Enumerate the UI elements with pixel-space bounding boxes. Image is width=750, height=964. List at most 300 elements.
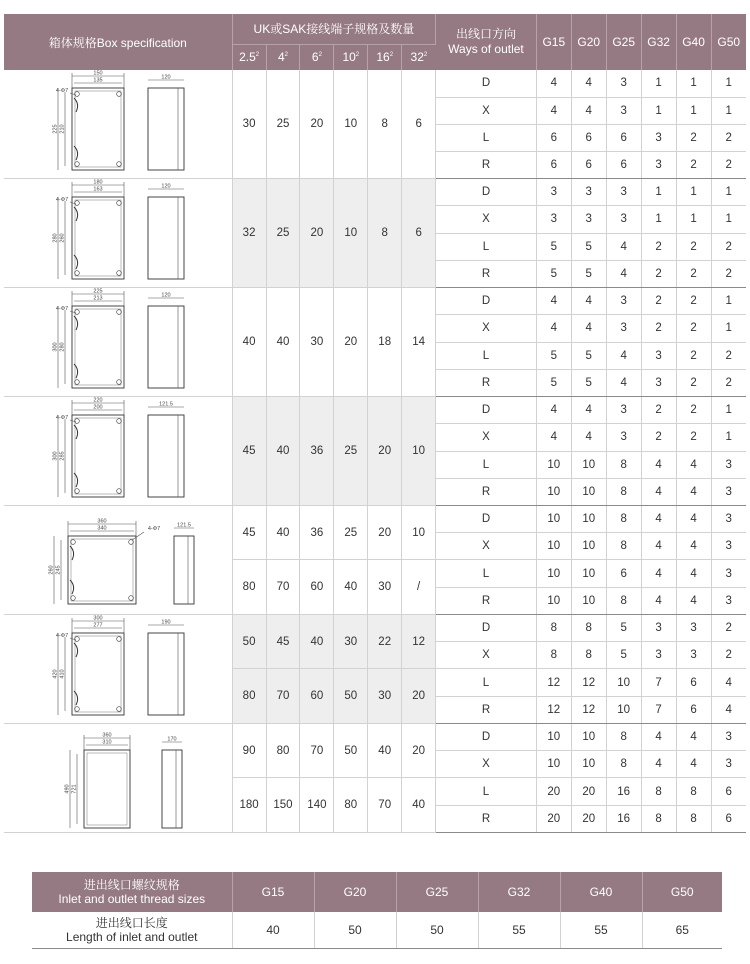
gland-count-cell: 1 bbox=[711, 424, 746, 451]
gland-count-cell: 3 bbox=[641, 124, 676, 151]
gland-count-cell: 3 bbox=[711, 751, 746, 778]
terminal-count-cell: 70 bbox=[266, 560, 300, 615]
gland-count-cell: 2 bbox=[711, 124, 746, 151]
terminal-count-cell: 80 bbox=[266, 724, 300, 778]
dimension-label: 4-Φ7 bbox=[55, 197, 69, 203]
dimension-label: 4-Φ7 bbox=[55, 88, 69, 94]
terminal-count-cell: 40 bbox=[334, 560, 368, 615]
outlet-direction-cell: R bbox=[436, 260, 537, 287]
gland-count-cell: 4 bbox=[536, 424, 571, 451]
gland-count-cell: 6 bbox=[606, 124, 641, 151]
terminal-count-cell: 80 bbox=[232, 560, 266, 615]
terminal-count-cell: 36 bbox=[300, 506, 334, 560]
gland-count-cell: 4 bbox=[676, 724, 711, 751]
gland-count-cell: 8 bbox=[571, 642, 606, 669]
terminal-count-cell: 6 bbox=[402, 70, 436, 179]
gland-count-cell: 3 bbox=[606, 424, 641, 451]
gland-count-cell: 5 bbox=[536, 233, 571, 260]
outlet-direction-cell: L bbox=[436, 669, 537, 697]
gland-count-cell: 4 bbox=[571, 315, 606, 342]
gland-count-cell: 4 bbox=[641, 751, 676, 778]
gland-count-cell: 2 bbox=[711, 615, 746, 642]
gland-count-cell: 6 bbox=[571, 124, 606, 151]
header-terminal-size bbox=[402, 44, 436, 70]
gland-count-cell: 2 bbox=[676, 124, 711, 151]
dimension-label: 225 bbox=[93, 288, 103, 295]
header-terminal-size bbox=[334, 44, 368, 70]
terminal-count-cell: 60 bbox=[300, 560, 334, 615]
gland-count-cell: 10 bbox=[536, 506, 571, 533]
dimension-label: 4-Φ7 bbox=[55, 415, 69, 421]
terminal-count-cell: 70 bbox=[368, 778, 402, 833]
gland-count-cell: 4 bbox=[641, 560, 676, 588]
dimension-label: 285 bbox=[59, 451, 66, 461]
outlet-direction-cell: X bbox=[436, 424, 537, 451]
box-front-view bbox=[72, 415, 124, 497]
gland-count-cell: 8 bbox=[606, 506, 641, 533]
gland-count-cell: 2 bbox=[711, 260, 746, 287]
gland-count-cell: 1 bbox=[711, 97, 746, 124]
gland-count-cell: 1 bbox=[676, 206, 711, 233]
outlet-direction-cell: R bbox=[436, 806, 537, 833]
terminal-count-cell: 22 bbox=[368, 615, 402, 669]
gland-count-cell: 1 bbox=[676, 97, 711, 124]
dimension-label: 150 bbox=[93, 70, 103, 77]
gland-count-cell: 4 bbox=[536, 288, 571, 315]
gland-count-cell: 4 bbox=[641, 451, 676, 478]
outlet-direction-cell: R bbox=[436, 151, 537, 178]
terminal-size-unit: 2 bbox=[284, 52, 288, 59]
gland-count-cell: 8 bbox=[641, 778, 676, 806]
thread-size-label bbox=[32, 872, 232, 912]
outlet-direction-cell: X bbox=[436, 642, 537, 669]
terminal-count-cell: 6 bbox=[402, 179, 436, 288]
header-gland-g32: G32 bbox=[641, 14, 676, 70]
dimension-label: 170 bbox=[167, 736, 177, 743]
terminal-count-cell: 40 bbox=[266, 506, 300, 560]
dimension-label: 340 bbox=[97, 525, 107, 532]
gland-count-cell: 8 bbox=[571, 615, 606, 642]
gland-count-cell: 3 bbox=[711, 533, 746, 560]
terminal-size-unit: 2 bbox=[389, 52, 394, 59]
dimension-label: 490 bbox=[64, 784, 71, 794]
gland-count-cell: 8 bbox=[536, 642, 571, 669]
gland-count-cell: 4 bbox=[571, 288, 606, 315]
gland-count-cell: 10 bbox=[536, 533, 571, 560]
box-drawing bbox=[4, 288, 226, 396]
gland-count-cell: 2 bbox=[711, 233, 746, 260]
outlet-direction-cell: L bbox=[436, 451, 537, 478]
terminal-count-cell: 50 bbox=[232, 615, 266, 669]
gland-count-cell: 4 bbox=[676, 588, 711, 615]
gland-count-cell: 4 bbox=[606, 369, 641, 396]
gland-count-cell: 2 bbox=[676, 342, 711, 369]
gland-count-cell: 6 bbox=[676, 697, 711, 724]
gland-count-cell: 20 bbox=[536, 778, 571, 806]
header-gland-g15: G15 bbox=[536, 14, 571, 70]
gland-count-cell: 3 bbox=[606, 70, 641, 97]
dimension-label: 410 bbox=[59, 669, 66, 679]
dimension-label: 120 bbox=[161, 292, 171, 299]
thread-size-label-cn: 进出线口螺纹规格 bbox=[83, 878, 180, 892]
header-outlet-direction-en: Ways of outlet bbox=[448, 42, 524, 56]
gland-count-cell: 8 bbox=[676, 806, 711, 833]
dimension-label: 280 bbox=[59, 342, 66, 352]
outlet-direction-cell: R bbox=[436, 369, 537, 396]
gland-count-cell: 3 bbox=[571, 206, 606, 233]
gland-count-cell: 2 bbox=[676, 315, 711, 342]
box-drawing-cell bbox=[4, 288, 232, 397]
outlet-direction-cell: L bbox=[436, 778, 537, 806]
outlet-direction-cell: D bbox=[436, 288, 537, 315]
gland-count-cell: 5 bbox=[536, 342, 571, 369]
gland-count-cell: 1 bbox=[711, 179, 746, 206]
table-row bbox=[4, 179, 746, 206]
gland-count-cell: 10 bbox=[536, 724, 571, 751]
terminal-count-cell: / bbox=[402, 560, 436, 615]
thread-size-header: G15 bbox=[232, 872, 314, 912]
terminal-count-cell: 40 bbox=[232, 288, 266, 397]
terminal-count-cell: 10 bbox=[334, 179, 368, 288]
dimension-label: 120 bbox=[161, 74, 171, 81]
terminal-count-cell: 10 bbox=[402, 397, 436, 506]
thread-size-header: G32 bbox=[478, 872, 560, 912]
terminal-count-cell: 20 bbox=[368, 506, 402, 560]
terminal-count-cell: 25 bbox=[266, 70, 300, 179]
outlet-direction-cell: D bbox=[436, 615, 537, 642]
header-terminal-size bbox=[266, 44, 300, 70]
gland-count-cell: 5 bbox=[571, 233, 606, 260]
gland-count-cell: 20 bbox=[536, 806, 571, 833]
gland-count-cell: 4 bbox=[676, 506, 711, 533]
gland-count-cell: 8 bbox=[606, 751, 641, 778]
box-drawing bbox=[4, 724, 226, 832]
terminal-count-cell: 45 bbox=[232, 397, 266, 506]
gland-count-cell: 1 bbox=[711, 288, 746, 315]
gland-count-cell: 12 bbox=[536, 697, 571, 724]
box-drawing-cell bbox=[4, 70, 232, 179]
gland-count-cell: 5 bbox=[536, 369, 571, 396]
gland-count-cell: 4 bbox=[571, 397, 606, 424]
gland-count-cell: 6 bbox=[571, 151, 606, 178]
outlet-direction-cell: D bbox=[436, 506, 537, 533]
box-side-view bbox=[162, 750, 182, 828]
gland-count-cell: 3 bbox=[641, 642, 676, 669]
outlet-direction-cell: L bbox=[436, 342, 537, 369]
terminal-count-cell: 12 bbox=[402, 615, 436, 669]
thread-length-cell: 40 bbox=[232, 912, 314, 948]
gland-count-cell: 4 bbox=[536, 315, 571, 342]
box-front-view bbox=[72, 633, 124, 715]
terminal-count-cell: 10 bbox=[334, 70, 368, 179]
header-gland-g25: G25 bbox=[606, 14, 641, 70]
dimension-label: 300 bbox=[52, 451, 59, 461]
dimension-label: 213 bbox=[93, 295, 103, 302]
gland-count-cell: 10 bbox=[571, 751, 606, 778]
gland-count-cell: 10 bbox=[536, 478, 571, 505]
gland-count-cell: 12 bbox=[536, 669, 571, 697]
terminal-count-cell: 30 bbox=[368, 560, 402, 615]
thread-size-header: G50 bbox=[642, 872, 722, 912]
dimension-label: 121.5 bbox=[177, 522, 191, 529]
header-terminal-size bbox=[232, 44, 266, 70]
terminal-count-cell: 36 bbox=[300, 397, 334, 506]
gland-count-cell: 7 bbox=[641, 697, 676, 724]
gland-count-cell: 5 bbox=[536, 260, 571, 287]
dimension-label: 310 bbox=[102, 739, 112, 746]
gland-count-cell: 1 bbox=[711, 397, 746, 424]
outlet-direction-cell: L bbox=[436, 560, 537, 588]
dimension-label: 277 bbox=[93, 622, 103, 629]
header-outlet-direction bbox=[436, 14, 537, 70]
gland-count-cell: 6 bbox=[676, 669, 711, 697]
header-terminal-size bbox=[368, 44, 402, 70]
gland-count-cell: 4 bbox=[571, 97, 606, 124]
gland-count-cell: 3 bbox=[711, 588, 746, 615]
thread-length-label-cn: 进出线口长度 bbox=[95, 915, 168, 930]
gland-count-cell: 16 bbox=[606, 778, 641, 806]
terminal-count-cell: 20 bbox=[368, 397, 402, 506]
terminal-size-value: 32 bbox=[410, 50, 424, 65]
gland-count-cell: 10 bbox=[606, 669, 641, 697]
box-side-view bbox=[148, 197, 184, 279]
outlet-direction-cell: X bbox=[436, 533, 537, 560]
gland-count-cell: 4 bbox=[536, 97, 571, 124]
gland-count-cell: 1 bbox=[641, 179, 676, 206]
gland-count-cell: 2 bbox=[676, 233, 711, 260]
box-drawing-cell bbox=[4, 179, 232, 288]
gland-count-cell: 12 bbox=[571, 669, 606, 697]
gland-count-cell: 3 bbox=[711, 724, 746, 751]
outlet-direction-cell: L bbox=[436, 233, 537, 260]
terminal-count-cell: 70 bbox=[300, 724, 334, 778]
dimension-label: 225 bbox=[52, 124, 59, 134]
terminal-count-cell: 45 bbox=[266, 615, 300, 669]
terminal-count-cell: 70 bbox=[266, 669, 300, 724]
table-row bbox=[4, 70, 746, 97]
gland-count-cell: 4 bbox=[676, 751, 711, 778]
gland-count-cell: 4 bbox=[676, 533, 711, 560]
terminal-count-cell: 150 bbox=[266, 778, 300, 833]
gland-count-cell: 2 bbox=[711, 642, 746, 669]
gland-count-cell: 4 bbox=[676, 451, 711, 478]
box-drawing-cell bbox=[4, 397, 232, 506]
gland-count-cell: 3 bbox=[641, 615, 676, 642]
terminal-count-cell: 40 bbox=[368, 724, 402, 778]
gland-count-cell: 3 bbox=[641, 151, 676, 178]
gland-count-cell: 3 bbox=[676, 642, 711, 669]
gland-count-cell: 2 bbox=[676, 424, 711, 451]
terminal-count-cell: 30 bbox=[368, 669, 402, 724]
terminal-count-cell: 140 bbox=[300, 778, 334, 833]
dimension-label: 4-Φ7 bbox=[55, 633, 69, 639]
outlet-direction-cell: D bbox=[436, 70, 537, 97]
terminal-size-unit: 2 bbox=[355, 52, 360, 59]
gland-count-cell: 5 bbox=[571, 260, 606, 287]
box-front-view bbox=[72, 88, 124, 170]
gland-count-cell: 5 bbox=[571, 369, 606, 396]
dimension-label: 4-Φ7 bbox=[55, 306, 69, 312]
dimension-label: 200 bbox=[93, 404, 103, 411]
thread-size-header: G20 bbox=[314, 872, 396, 912]
gland-count-cell: 2 bbox=[676, 151, 711, 178]
terminal-count-cell: 10 bbox=[402, 506, 436, 560]
box-side-view bbox=[148, 88, 184, 170]
thread-size-header: G25 bbox=[396, 872, 478, 912]
gland-count-cell: 10 bbox=[571, 588, 606, 615]
gland-count-cell: 4 bbox=[606, 233, 641, 260]
gland-count-cell: 16 bbox=[606, 806, 641, 833]
terminal-count-cell: 40 bbox=[266, 288, 300, 397]
gland-count-cell: 8 bbox=[536, 615, 571, 642]
header-box-spec: 箱体规格Box specification bbox=[4, 14, 232, 70]
gland-count-cell: 2 bbox=[641, 397, 676, 424]
gland-count-cell: 6 bbox=[711, 806, 746, 833]
table-row bbox=[4, 397, 746, 424]
gland-count-cell: 10 bbox=[571, 724, 606, 751]
terminal-size-unit: 2 bbox=[423, 52, 428, 59]
gland-count-cell: 2 bbox=[711, 151, 746, 178]
terminal-size-value: 16 bbox=[376, 50, 390, 65]
terminal-count-cell: 30 bbox=[334, 615, 368, 669]
gland-count-cell: 1 bbox=[641, 206, 676, 233]
outlet-direction-cell: L bbox=[436, 124, 537, 151]
terminal-count-cell: 50 bbox=[334, 724, 368, 778]
dimension-label: 4-Φ7 bbox=[147, 526, 161, 532]
gland-count-cell: 3 bbox=[606, 315, 641, 342]
terminal-count-cell: 30 bbox=[232, 70, 266, 179]
outlet-direction-cell: R bbox=[436, 697, 537, 724]
gland-count-cell: 10 bbox=[571, 478, 606, 505]
terminal-count-cell: 40 bbox=[266, 397, 300, 506]
gland-count-cell: 3 bbox=[711, 478, 746, 505]
gland-count-cell: 3 bbox=[606, 97, 641, 124]
box-side-view bbox=[174, 536, 194, 604]
gland-count-cell: 10 bbox=[571, 506, 606, 533]
terminal-count-cell: 25 bbox=[266, 179, 300, 288]
box-spec-table bbox=[4, 14, 746, 833]
dimension-label: 260 bbox=[59, 233, 66, 243]
gland-count-cell: 4 bbox=[571, 424, 606, 451]
gland-count-cell: 20 bbox=[571, 778, 606, 806]
terminal-count-cell: 25 bbox=[334, 397, 368, 506]
terminal-size-unit: 2 bbox=[318, 52, 322, 59]
gland-count-cell: 1 bbox=[641, 70, 676, 97]
gland-count-cell: 3 bbox=[606, 206, 641, 233]
gland-count-cell: 3 bbox=[711, 451, 746, 478]
dimension-label: 420 bbox=[52, 669, 59, 679]
gland-count-cell: 4 bbox=[641, 588, 676, 615]
header-terminal-size bbox=[300, 44, 334, 70]
terminal-count-cell: 20 bbox=[402, 669, 436, 724]
dimension-label: 300 bbox=[93, 615, 103, 622]
gland-count-cell: 6 bbox=[606, 560, 641, 588]
dimension-label: 121.5 bbox=[159, 401, 173, 408]
gland-count-cell: 10 bbox=[536, 751, 571, 778]
outlet-direction-cell: R bbox=[436, 478, 537, 505]
box-drawing-cell bbox=[4, 615, 232, 724]
gland-count-cell: 2 bbox=[711, 342, 746, 369]
gland-count-cell: 3 bbox=[641, 369, 676, 396]
gland-count-cell: 4 bbox=[711, 697, 746, 724]
outlet-direction-cell: X bbox=[436, 97, 537, 124]
outlet-direction-cell: D bbox=[436, 397, 537, 424]
terminal-count-cell: 40 bbox=[402, 778, 436, 833]
dimension-label: 180 bbox=[93, 179, 103, 186]
gland-count-cell: 5 bbox=[606, 642, 641, 669]
gland-count-cell: 4 bbox=[711, 669, 746, 697]
gland-count-cell: 4 bbox=[676, 478, 711, 505]
terminal-count-cell: 90 bbox=[232, 724, 266, 778]
thread-size-header: G40 bbox=[560, 872, 642, 912]
dimension-label: 135 bbox=[93, 77, 103, 84]
terminal-count-cell: 20 bbox=[334, 288, 368, 397]
gland-count-cell: 2 bbox=[676, 288, 711, 315]
gland-count-cell: 2 bbox=[711, 369, 746, 396]
header-outlet-direction-cn: 出线口方向 bbox=[455, 27, 516, 41]
gland-count-cell: 6 bbox=[711, 778, 746, 806]
dimension-label: 280 bbox=[52, 233, 59, 243]
gland-count-cell: 4 bbox=[641, 506, 676, 533]
dimension-label: 190 bbox=[161, 619, 171, 626]
box-front-view bbox=[72, 197, 124, 279]
terminal-count-cell: 32 bbox=[232, 179, 266, 288]
box-drawing bbox=[4, 397, 226, 505]
gland-count-cell: 4 bbox=[641, 724, 676, 751]
gland-count-cell: 1 bbox=[676, 179, 711, 206]
gland-count-cell: 4 bbox=[641, 533, 676, 560]
gland-count-cell: 3 bbox=[536, 179, 571, 206]
gland-count-cell: 10 bbox=[606, 697, 641, 724]
dimension-label: 360 bbox=[102, 732, 112, 739]
gland-count-cell: 8 bbox=[606, 478, 641, 505]
header-gland-g40: G40 bbox=[676, 14, 711, 70]
thread-length-cell: 50 bbox=[314, 912, 396, 948]
box-drawing-cell bbox=[4, 724, 232, 833]
gland-count-cell: 3 bbox=[711, 506, 746, 533]
gland-count-cell: 2 bbox=[641, 315, 676, 342]
terminal-size-unit: 2 bbox=[255, 52, 260, 59]
gland-count-cell: 10 bbox=[571, 451, 606, 478]
box-side-view bbox=[148, 306, 184, 388]
outlet-direction-cell: X bbox=[436, 315, 537, 342]
header-terminal-spec: UK或SAK接线端子规格及数量 bbox=[232, 14, 436, 44]
gland-count-cell: 1 bbox=[711, 206, 746, 233]
gland-count-cell: 3 bbox=[711, 560, 746, 588]
gland-count-cell: 8 bbox=[606, 451, 641, 478]
gland-count-cell: 10 bbox=[536, 560, 571, 588]
gland-count-cell: 1 bbox=[676, 70, 711, 97]
thread-length-cell: 55 bbox=[560, 912, 642, 948]
box-side-view bbox=[148, 415, 184, 497]
dimension-label: 721 bbox=[71, 784, 78, 794]
gland-count-cell: 2 bbox=[641, 260, 676, 287]
terminal-count-cell: 80 bbox=[232, 669, 266, 724]
gland-count-cell: 8 bbox=[641, 806, 676, 833]
terminal-count-cell: 20 bbox=[402, 724, 436, 778]
box-drawing bbox=[4, 179, 226, 287]
terminal-count-cell: 180 bbox=[232, 778, 266, 833]
thread-length-cell: 55 bbox=[478, 912, 560, 948]
gland-count-cell: 3 bbox=[676, 615, 711, 642]
gland-count-cell: 1 bbox=[711, 70, 746, 97]
gland-count-cell: 5 bbox=[571, 342, 606, 369]
dimension-label: 163 bbox=[93, 186, 103, 193]
gland-count-cell: 2 bbox=[641, 288, 676, 315]
header-gland-g20: G20 bbox=[571, 14, 606, 70]
gland-count-cell: 3 bbox=[606, 397, 641, 424]
gland-count-cell: 2 bbox=[676, 397, 711, 424]
